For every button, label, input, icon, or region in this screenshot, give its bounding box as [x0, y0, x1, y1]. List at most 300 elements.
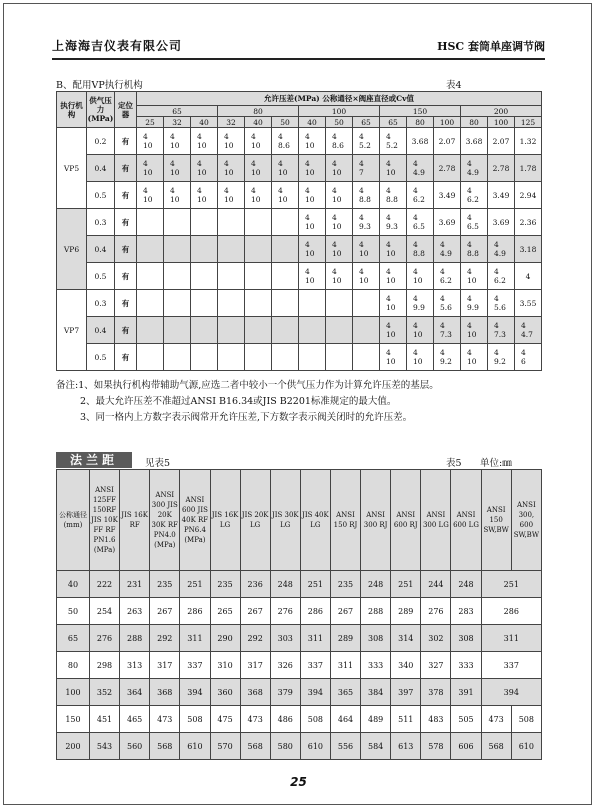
sw-bw-value: 337: [481, 652, 541, 679]
dp-cell: [434, 263, 461, 290]
dp-open-value: 4: [525, 271, 531, 281]
dp-open-value: 4: [494, 240, 499, 249]
dn-cell: 40: [57, 571, 90, 598]
dp-open-value: 3.49: [492, 190, 510, 200]
dn-cell: 65: [57, 625, 90, 652]
dp-open-value: 2.36: [519, 217, 537, 227]
dp-open-value: 4: [413, 348, 418, 357]
dp-cell: [272, 236, 299, 263]
flange-value: 465: [120, 706, 150, 733]
flange-value: 288: [120, 625, 150, 652]
dp-open-value: 4: [467, 348, 472, 357]
table-row: [57, 317, 542, 344]
dp-open-value: 3.69: [438, 217, 456, 227]
dp-open-value: 4: [278, 132, 283, 141]
flange-row: [57, 571, 542, 598]
dp-cell: [380, 155, 407, 182]
dp-cell: [272, 263, 299, 290]
dp-closed-value: 4.9: [467, 168, 479, 177]
dp-cell: [461, 128, 488, 155]
flange-value: 308: [361, 625, 391, 652]
dp-closed-value: 8.6: [332, 141, 344, 150]
dp-open-value: 4: [467, 240, 472, 249]
flange-value: 340: [391, 652, 421, 679]
dp-cell: [272, 209, 299, 236]
dp-cell: [461, 182, 488, 209]
dp-open-value: 3.68: [411, 136, 429, 146]
dp-closed-value: 7.3: [440, 330, 452, 339]
dp-cell: [434, 236, 461, 263]
dn-group-3: 150: [380, 106, 461, 117]
flange-row: [57, 733, 542, 760]
flange-value: 236: [240, 571, 270, 598]
dp-cell: [137, 128, 164, 155]
dp-cell: [407, 155, 434, 182]
dp-open-value: 4: [305, 213, 310, 222]
dp-cell: [218, 128, 245, 155]
pressure-cell: 0.5: [87, 344, 115, 371]
flange-table: [56, 469, 542, 760]
dp-open-value: 1.78: [519, 163, 537, 173]
dp-closed-value: 9.3: [359, 222, 371, 231]
dp-open-value: 4: [170, 186, 175, 195]
flange-value: 489: [361, 706, 391, 733]
actuator-cell: VP6: [57, 209, 87, 290]
flange-value: 289: [330, 625, 360, 652]
dp-closed-value: 8.8: [386, 195, 398, 204]
dp-cell: [245, 317, 272, 344]
dp-cell: [299, 317, 326, 344]
dp-cell: [218, 344, 245, 371]
seat-col-14: 125: [515, 117, 542, 128]
dp-cell: [434, 317, 461, 344]
dp-open-value: 4: [332, 267, 337, 276]
flange-value: 267: [240, 598, 270, 625]
dp-closed-value: 10: [278, 195, 288, 204]
dp-open-value: 4: [359, 132, 364, 141]
dp-cell: [326, 317, 353, 344]
flange-value: 508: [180, 706, 210, 733]
dp-cell: [461, 344, 488, 371]
dp-cell: [299, 290, 326, 317]
dp-closed-value: 10: [224, 195, 234, 204]
dp-cell: [218, 182, 245, 209]
flange-value: 248: [270, 571, 300, 598]
dp-open-value: 4: [143, 159, 148, 168]
seat-col-11: 100: [434, 117, 461, 128]
dp-closed-value: 6.5: [467, 222, 479, 231]
flange-value: 251: [300, 571, 330, 598]
dp-open-value: 2.07: [438, 136, 456, 146]
seat-col-3: 32: [218, 117, 245, 128]
dp-cell: [164, 209, 191, 236]
flange-value: 235: [150, 571, 180, 598]
flange-row: [57, 652, 542, 679]
dp-cell: [299, 344, 326, 371]
dp-cell: [137, 236, 164, 263]
flange-value: 394: [180, 679, 210, 706]
dp-cell: [515, 128, 542, 155]
dp-open-value: 4: [332, 240, 337, 249]
flange-value: 394: [300, 679, 330, 706]
flange-value: 511: [391, 706, 421, 733]
note-3: 3、同一格内上方数字表示阀常开允许压差,下方数字表示阀关闭时的允许压差。: [80, 412, 413, 423]
dp-cell: [218, 209, 245, 236]
sw-bw-value: 251: [481, 571, 541, 598]
dp-cell: [245, 209, 272, 236]
dp-open-value: 4: [359, 159, 364, 168]
dp-closed-value: 10: [251, 195, 261, 204]
dp-cell: [488, 128, 515, 155]
dp-closed-value: 8.6: [278, 141, 290, 150]
dp-closed-value: 10: [413, 276, 423, 285]
dp-cell: [191, 236, 218, 263]
flange-head-9: ANSI 150 RJ: [330, 470, 360, 571]
flange-head-7: JIS 30K LG: [270, 470, 300, 571]
dp-open-value: 4: [278, 159, 283, 168]
dp-cell: [380, 290, 407, 317]
dp-cell: [218, 263, 245, 290]
dp-closed-value: 10: [251, 168, 261, 177]
dp-open-value: 4: [386, 159, 391, 168]
dp-cell: [164, 344, 191, 371]
dp-closed-value: 10: [224, 168, 234, 177]
dp-cell: [488, 236, 515, 263]
dp-cell: [434, 155, 461, 182]
dp-open-value: 4: [143, 186, 148, 195]
pressure-table: [56, 91, 542, 371]
dp-cell: [137, 182, 164, 209]
flange-value: 313: [120, 652, 150, 679]
dp-open-value: 4: [440, 240, 445, 249]
dp-closed-value: 10: [197, 141, 207, 150]
dp-closed-value: 10: [359, 276, 369, 285]
dp-cell: [407, 290, 434, 317]
flange-value: 251: [391, 571, 421, 598]
dp-open-value: 4: [332, 159, 337, 168]
dp-cell: [191, 209, 218, 236]
dp-closed-value: 10: [170, 195, 180, 204]
dp-closed-value: 10: [305, 249, 315, 258]
flange-value: 333: [361, 652, 391, 679]
flange-value: 235: [330, 571, 360, 598]
flange-value: 333: [451, 652, 481, 679]
flange-value: 570: [210, 733, 240, 760]
dp-open-value: 4: [197, 186, 202, 195]
dp-cell: [461, 155, 488, 182]
table-row: [57, 263, 542, 290]
actuator-cell: VP7: [57, 290, 87, 371]
dp-closed-value: 10: [386, 303, 396, 312]
dp-cell: [461, 317, 488, 344]
dp-open-value: 4: [305, 267, 310, 276]
dp-cell: [515, 263, 542, 290]
dp-closed-value: 10: [170, 168, 180, 177]
flange-value: 288: [361, 598, 391, 625]
dp-cell: [245, 155, 272, 182]
flange-value: 289: [391, 598, 421, 625]
dp-cell: [299, 155, 326, 182]
dp-open-value: 4: [494, 267, 499, 276]
flange-head-14: ANSI 150 SW,BW: [481, 470, 511, 571]
flange-value: 248: [361, 571, 391, 598]
dp-closed-value: 10: [197, 168, 207, 177]
dp-closed-value: 10: [467, 357, 477, 366]
flange-head-6: JIS 20K LG: [240, 470, 270, 571]
dp-cell: [407, 263, 434, 290]
dp-cell: [488, 344, 515, 371]
dp-closed-value: 8.8: [467, 249, 479, 258]
dn-group-0: 65: [137, 106, 218, 117]
dp-cell: [353, 263, 380, 290]
dp-closed-value: 10: [143, 141, 153, 150]
flange-value: 391: [451, 679, 481, 706]
dp-closed-value: 10: [386, 357, 396, 366]
seat-col-1: 32: [164, 117, 191, 128]
flange-value: 303: [270, 625, 300, 652]
flange-head-1: ANSI 125FF 150RF JIS 10K FF RF PN1.6 (MPa): [89, 470, 119, 571]
pressure-cell: 0.3: [87, 290, 115, 317]
pressure-cell: 0.4: [87, 236, 115, 263]
dp-cell: [380, 263, 407, 290]
page-number: 25: [290, 775, 307, 789]
flange-row: [57, 625, 542, 652]
flange-value: 543: [89, 733, 119, 760]
dp-open-value: 4: [305, 186, 310, 195]
company-name: 上海海吉仪表有限公司: [52, 39, 183, 53]
dp-open-value: 4: [467, 294, 472, 303]
sw-bw-value: 286: [481, 598, 541, 625]
seat-col-6: 40: [299, 117, 326, 128]
dp-closed-value: 4.9: [440, 249, 452, 258]
dp-open-value: 4: [467, 186, 472, 195]
flange-value: 267: [150, 598, 180, 625]
seat-col-7: 50: [326, 117, 353, 128]
dp-open-value: 4: [467, 321, 472, 330]
pressure-cell: 0.5: [87, 182, 115, 209]
dp-closed-value: 10: [305, 168, 315, 177]
dn-cell: 150: [57, 706, 90, 733]
flange-value: 286: [300, 598, 330, 625]
dp-open-value: 4: [278, 186, 283, 195]
dp-open-value: 4: [170, 159, 175, 168]
dp-cell: [353, 236, 380, 263]
flange-value: 556: [330, 733, 360, 760]
table-row: [57, 128, 542, 155]
dp-closed-value: 9.2: [494, 357, 506, 366]
dp-cell: [326, 344, 353, 371]
dp-open-value: 2.78: [438, 163, 456, 173]
flange-value: 286: [180, 598, 210, 625]
flange-value: 302: [421, 625, 451, 652]
dp-closed-value: 10: [386, 249, 396, 258]
dp-open-value: 2.94: [519, 190, 537, 200]
flange-head-12: ANSI 300 LG: [421, 470, 451, 571]
dp-cell: [380, 236, 407, 263]
flange-value: 311: [300, 625, 330, 652]
dp-open-value: 4: [440, 348, 445, 357]
dp-open-value: 4: [224, 186, 229, 195]
dp-open-value: 4: [386, 240, 391, 249]
flange-value: 251: [180, 571, 210, 598]
flange-value: 290: [210, 625, 240, 652]
flange-value: 310: [210, 652, 240, 679]
product-name: HSC 套筒单座调节阀: [437, 40, 545, 53]
dp-cell: [245, 263, 272, 290]
flange-value: 276: [270, 598, 300, 625]
flange-value: 475: [210, 706, 240, 733]
dp-open-value: 4: [413, 267, 418, 276]
dp-open-value: 4: [494, 321, 499, 330]
pressure-cell: 0.2: [87, 128, 115, 155]
flange-value: 451: [89, 706, 119, 733]
dp-open-value: 3.55: [519, 298, 537, 308]
dp-cell: [461, 290, 488, 317]
dp-closed-value: 10: [332, 168, 342, 177]
dp-cell: [137, 155, 164, 182]
table-row: [57, 209, 542, 236]
dp-closed-value: 10: [143, 195, 153, 204]
positioner-cell: 有: [115, 263, 137, 290]
seat-col-10: 80: [407, 117, 434, 128]
dp-cell: [164, 236, 191, 263]
dp-open-value: 4: [467, 159, 472, 168]
dp-cell: [380, 128, 407, 155]
pressure-cell: 0.4: [87, 155, 115, 182]
sw-bw-value: 508: [511, 706, 541, 733]
flange-value: 368: [150, 679, 180, 706]
dp-cell: [326, 155, 353, 182]
pressure-cell: 0.4: [87, 317, 115, 344]
dp-open-value: 4: [359, 213, 364, 222]
dp-cell: [218, 236, 245, 263]
dp-closed-value: 10: [305, 276, 315, 285]
dp-closed-value: 10: [278, 168, 288, 177]
dp-cell: [353, 128, 380, 155]
flange-value: 265: [210, 598, 240, 625]
flange-value: 352: [89, 679, 119, 706]
dp-open-value: 4: [413, 159, 418, 168]
dp-open-value: 4: [359, 267, 364, 276]
dp-closed-value: 10: [413, 330, 423, 339]
dp-cell: [326, 182, 353, 209]
flange-value: 397: [391, 679, 421, 706]
dp-closed-value: 10: [332, 249, 342, 258]
notes: [56, 378, 439, 426]
dp-closed-value: 10: [305, 141, 315, 150]
dp-closed-value: 10: [332, 276, 342, 285]
flange-value: 384: [361, 679, 391, 706]
dp-open-value: 4: [413, 240, 418, 249]
dp-cell: [461, 236, 488, 263]
table-row: [57, 155, 542, 182]
dp-open-value: 3.69: [492, 217, 510, 227]
flange-head-3: ANSI 300 JIS 20K 30K RF PN4.0 (MPa): [150, 470, 180, 571]
dp-open-value: 4: [197, 132, 202, 141]
flange-value: 298: [89, 652, 119, 679]
seat-col-4: 40: [245, 117, 272, 128]
flange-value: 483: [421, 706, 451, 733]
dp-closed-value: 9.9: [467, 303, 479, 312]
dp-cell: [326, 128, 353, 155]
flange-row: [57, 598, 542, 625]
flange-value: 292: [240, 625, 270, 652]
dp-cell: [245, 128, 272, 155]
sw-bw-value: 568: [481, 733, 511, 760]
flange-value: 368: [240, 679, 270, 706]
dp-open-value: 2.07: [492, 136, 510, 146]
dp-cell: [326, 263, 353, 290]
dn-cell: 200: [57, 733, 90, 760]
pressure-cell: 0.3: [87, 209, 115, 236]
dp-closed-value: 4.9: [413, 168, 425, 177]
dp-closed-value: 10: [143, 168, 153, 177]
dp-closed-value: 5.6: [494, 303, 506, 312]
dp-open-value: 1.32: [519, 136, 537, 146]
dp-open-value: 4: [521, 348, 526, 357]
dn-cell: 100: [57, 679, 90, 706]
flange-value: 613: [391, 733, 421, 760]
dp-closed-value: 10: [305, 222, 315, 231]
flange-value: 337: [180, 652, 210, 679]
head-allowable-dp: 允许压差(MPa) 公称通径×阀座直径或Cv值: [137, 92, 542, 106]
dp-closed-value: 4.9: [494, 249, 506, 258]
dp-open-value: 4: [386, 267, 391, 276]
flange-value: 326: [270, 652, 300, 679]
dp-cell: [434, 290, 461, 317]
seat-col-0: 25: [137, 117, 164, 128]
dp-cell: [326, 236, 353, 263]
dp-cell: [191, 263, 218, 290]
seat-col-12: 80: [461, 117, 488, 128]
dp-cell: [299, 182, 326, 209]
dn-cell: 80: [57, 652, 90, 679]
dp-cell: [218, 155, 245, 182]
dp-open-value: 4: [386, 132, 391, 141]
head-supply-pressure: 供气压力(MPa): [87, 92, 115, 128]
flange-value: 222: [89, 571, 119, 598]
dp-cell: [407, 128, 434, 155]
flange-value: 248: [451, 571, 481, 598]
dp-cell: [461, 263, 488, 290]
dp-cell: [191, 182, 218, 209]
dp-closed-value: 10: [386, 330, 396, 339]
flange-value: 580: [270, 733, 300, 760]
dp-closed-value: 10: [386, 276, 396, 285]
page-header: [52, 34, 545, 60]
dp-open-value: 4: [440, 294, 445, 303]
dp-closed-value: 8.8: [413, 249, 425, 258]
dp-closed-value: 10: [305, 195, 315, 204]
positioner-cell: 有: [115, 317, 137, 344]
dp-open-value: 4: [251, 159, 256, 168]
flange-head-0: 公称通径(mm): [57, 470, 90, 571]
dp-cell: [164, 317, 191, 344]
flange-value: 560: [120, 733, 150, 760]
flange-value: 610: [180, 733, 210, 760]
dp-cell: [434, 344, 461, 371]
dp-cell: [461, 209, 488, 236]
positioner-cell: 有: [115, 182, 137, 209]
dp-cell: [245, 236, 272, 263]
positioner-cell: 有: [115, 290, 137, 317]
dp-cell: [488, 263, 515, 290]
flange-value: 311: [180, 625, 210, 652]
dp-cell: [407, 209, 434, 236]
dp-cell: [191, 128, 218, 155]
dp-cell: [164, 128, 191, 155]
dp-cell: [353, 209, 380, 236]
